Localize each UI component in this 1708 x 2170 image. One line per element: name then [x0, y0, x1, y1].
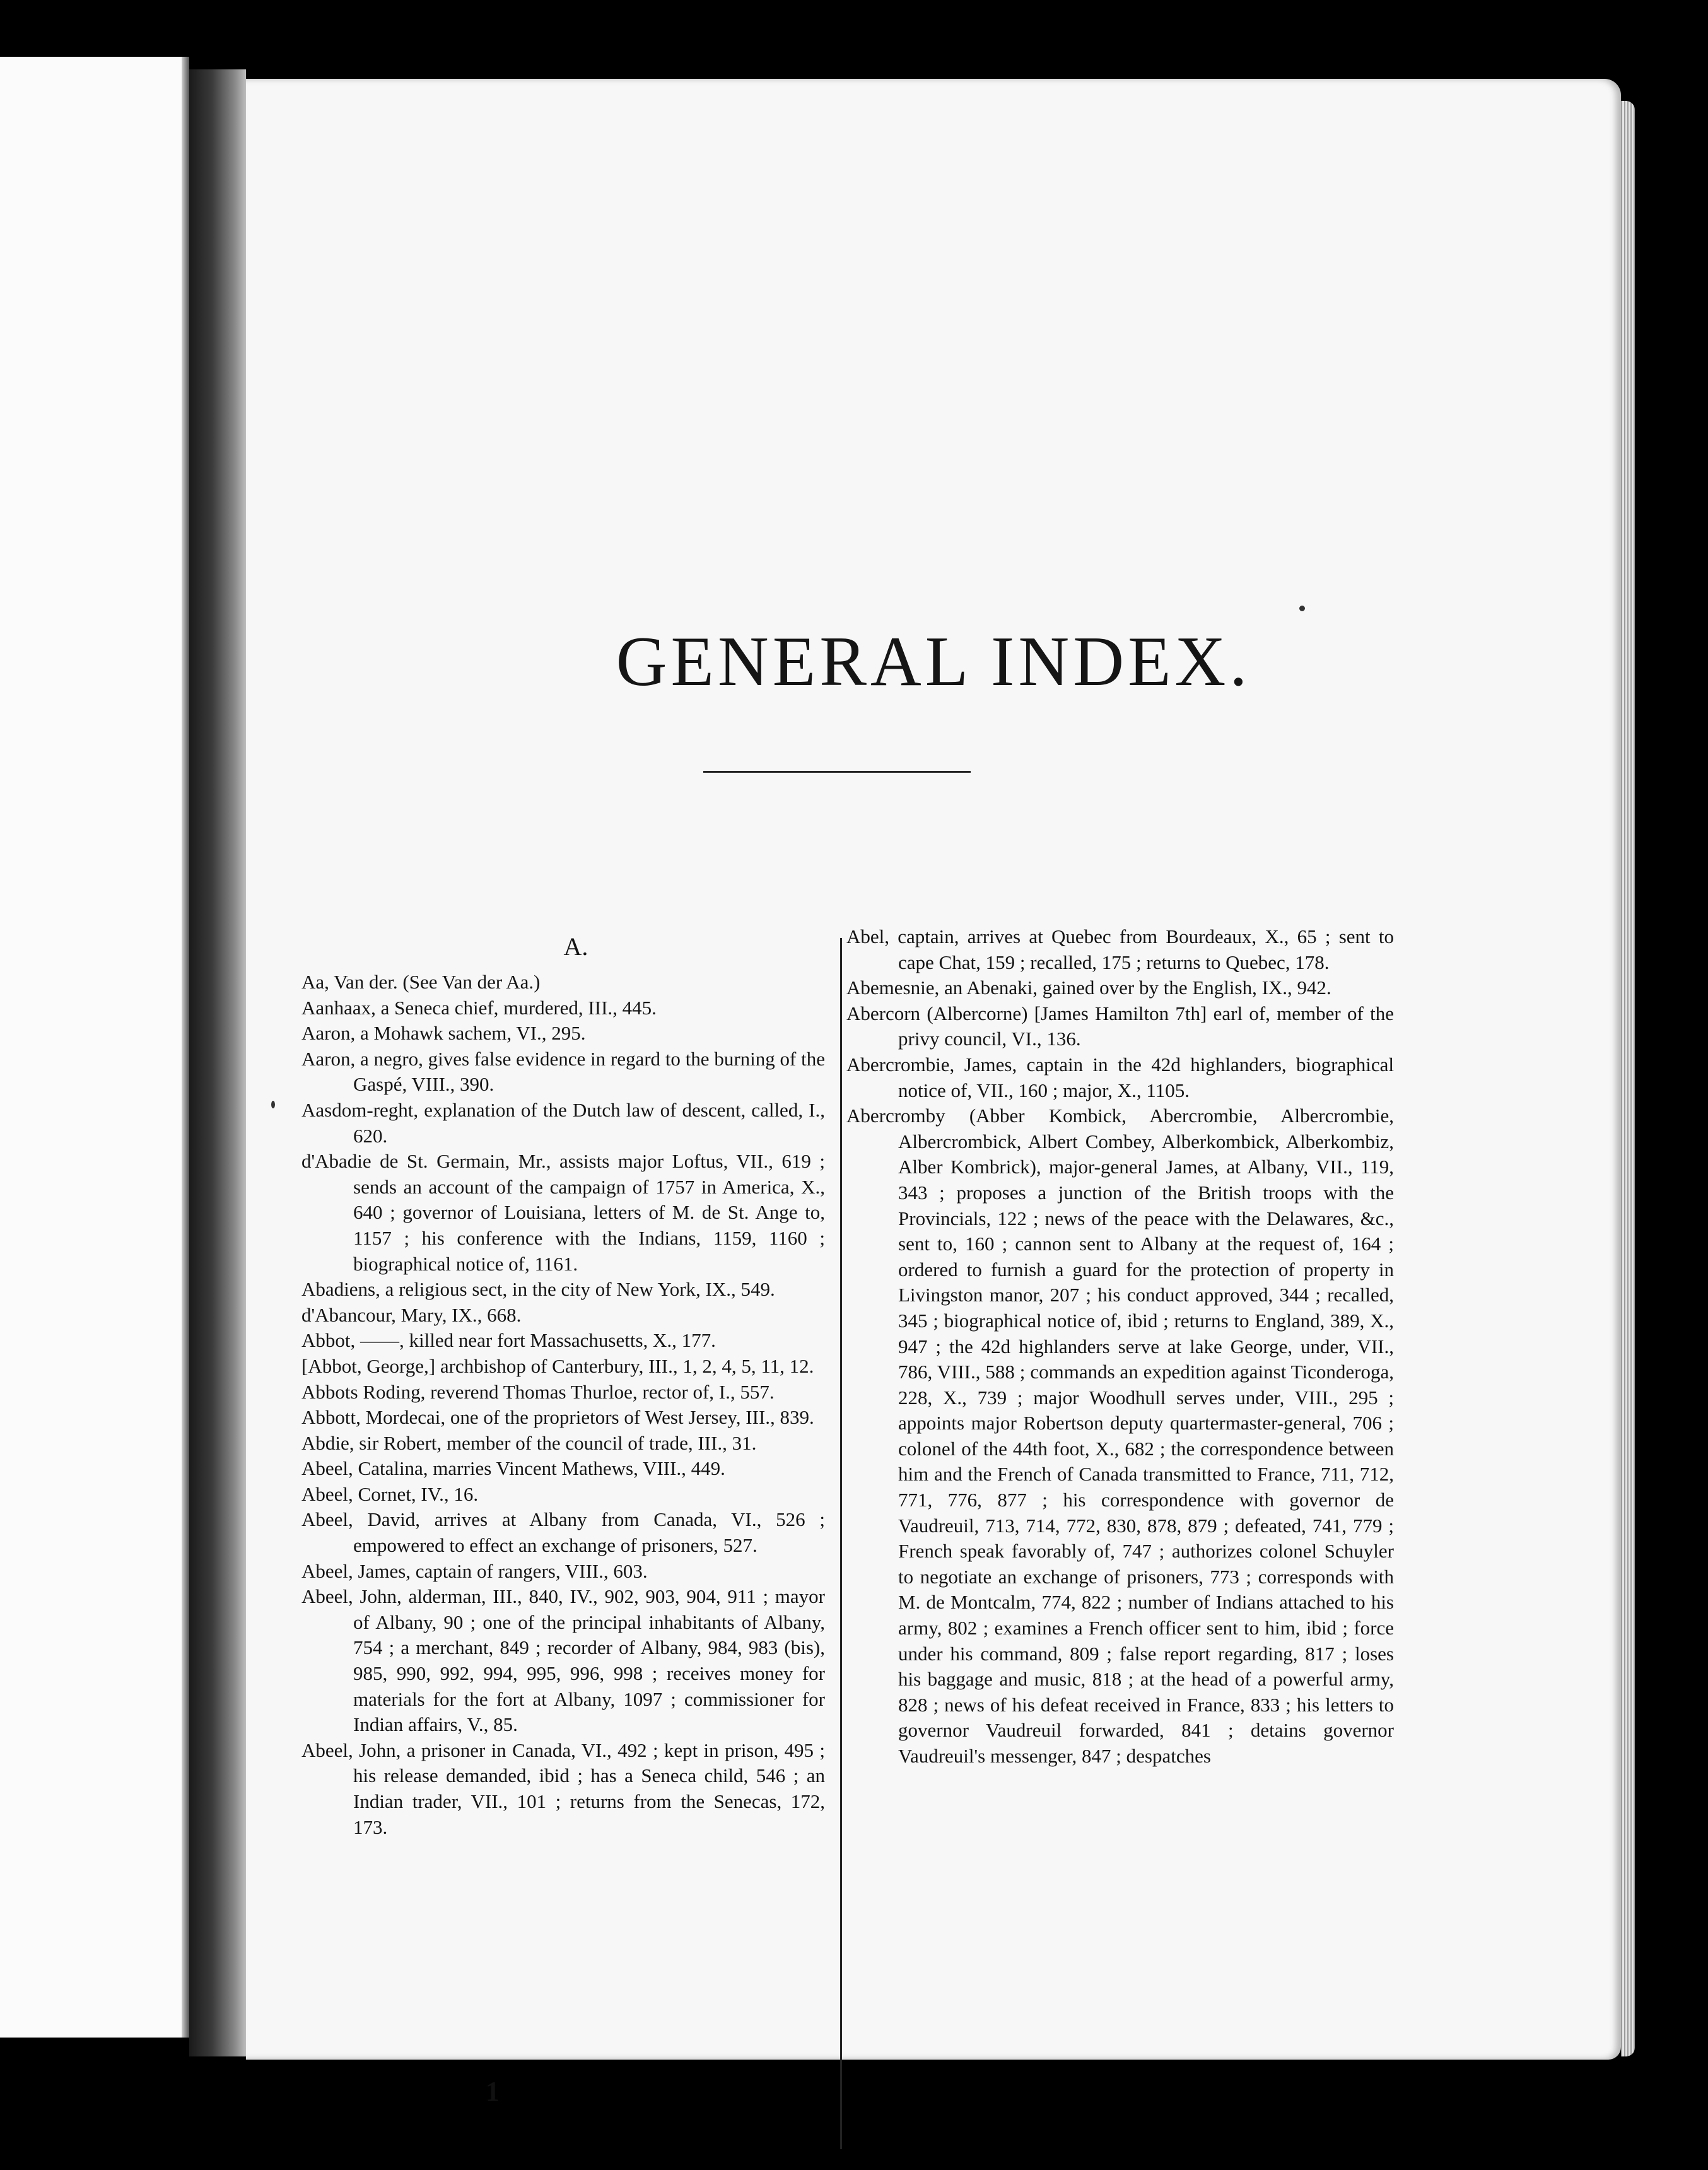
index-entry: Abemesnie, an Abenaki, gained over by the English, IX., 942.	[846, 976, 1331, 999]
index-entry: Abercorn (Albercorne) [James Hamilton 7th] earl of, member of the privy council, VI., 136.	[846, 1002, 1394, 1050]
page-edge	[1621, 101, 1635, 2056]
index-entry: Abeel, John, a prisoner in Canada, VI., 492 ; kept in prison, 495 ; his release demanded, ibid ; has a Seneca child, 546 ; an Indian trader, VII., 101 ; returns from the Senecas, 172, 173.	[301, 1739, 825, 1838]
index-entry: Abeel, Cornet, IV., 16.	[301, 1482, 479, 1505]
index-entry: Abbott, Mordecai, one of the proprietors of West Jersey, III., 839.	[301, 1406, 814, 1429]
scan-speck	[271, 1101, 275, 1108]
index-entry: Abbots Roding, reverend Thomas Thurloe, rector of, I., 557.	[301, 1380, 775, 1403]
index-entry: Abercrombie, James, captain in the 42d highlanders, biographical notice of, VII., 160 ; major, X., 1105.	[846, 1053, 1394, 1101]
index-entry: d'Abadie de St. Germain, Mr., assists major Loftus, VII., 619 ; sends an account of the campaign of 1757 in America, X., 640 ; governor of Louisiana, letters of M. de St. Ange to, 1157 ; his conference with the Indians, 1159, 1160 ; biographical notice of, 1161.	[301, 1150, 825, 1275]
index-entry: [Abbot, George,] archbishop of Canterbury, III., 1, 2, 4, 5, 11, 12.	[301, 1354, 814, 1377]
index-entry: d'Abancour, Mary, IX., 668.	[301, 1303, 522, 1326]
page-number: 1	[486, 2076, 500, 2107]
index-entry: Abeel, John, alderman, III., 840, IV., 902, 903, 904, 911 ; mayor of Albany, 90 ; one of the principal inhabitants of Albany, 754 ; a merchant, 849 ; recorder of Albany, 984, 983 (bis), 985, 990, 992, 994, 995, 996, 998 ; receives money for materials for the fort at Albany, 1097 ; commissioner for Indian affairs, V., 85.	[301, 1585, 825, 1736]
scan-speck	[1299, 606, 1305, 611]
index-entry: Abdie, sir Robert, member of the council of trade, III., 31.	[301, 1431, 757, 1454]
index-entry: Abeel, David, arrives at Albany from Canada, VI., 526 ; empowered to effect an exchange of prisoners, 527.	[301, 1508, 825, 1557]
letter-heading: A.	[563, 932, 588, 961]
index-entry: Abeel, Catalina, marries Vincent Mathews, VIII., 449.	[301, 1457, 725, 1480]
page-title: GENERAL INDEX.	[616, 623, 1251, 701]
index-entry: Abeel, James, captain of rangers, VIII., 603.	[301, 1559, 648, 1582]
index-entry: Aaron, a Mohawk sachem, VI., 295.	[301, 1022, 586, 1045]
book-gutter	[189, 69, 246, 2056]
title-rule	[703, 771, 971, 773]
index-entry: Aasdom-reght, explanation of the Dutch law of descent, called, I., 620.	[301, 1098, 825, 1147]
index-entry: Abadiens, a religious sect, in the city of New York, IX., 549.	[301, 1278, 775, 1301]
index-entry: Abbot, ——, killed near fort Massachusetts, X., 177.	[301, 1329, 716, 1352]
index-entry: Aaron, a negro, gives false evidence in regard to the burning of the Gaspé, VIII., 390.	[301, 1047, 825, 1096]
index-column-left	[301, 924, 825, 1840]
index-entry: Aanhaax, a Seneca chief, murdered, III., 445.	[301, 996, 657, 1019]
index-entry: Abel, captain, arrives at Quebec from Bourdeaux, X., 65 ; sent to cape Chat, 159 ; recalled, 175 ; returns to Quebec, 178.	[846, 925, 1394, 973]
index-page	[246, 79, 1621, 2107]
column-divider	[840, 938, 842, 2149]
index-column-right	[846, 924, 1394, 1769]
index-entry: Abercromby (Abber Kombick, Abercrombie, Albercrombie, Albercrombick, Albert Combey, Alberkombick, Alberkombiz, Alber Kombrick), major-general James, at Albany, VII., 119, 343 ; proposes a junction of the British troops with the Provincials, 122 ; news of the peace with the Delawares, &c., sent to, 160 ; cannon sent to Albany at the request of, 164 ; ordered to furnish a guard for the protection of property in Livingston manor, 207 ; his conduct approved, 344 ; recalled, 345 ; biographical notice of, ibid ; returns to England, 389, X., 947 ; the 42d highlanders serve at lake George, under, VII., 786, VIII., 588 ; commands an expedition against Ticonderoga, 228, X., 739 ; major Woodhull serves under, VIII., 295 ; appoints major Robertson deputy quartermaster-general, 706 ; colonel of the 44th foot, X., 682 ; the correspondence between him and the French of Canada transmitted to France, 711, 712, 771, 776, 877 ; his correspondence with governor de Vaudreuil, 713, 714, 772, 830, 878, 879 ; defeated, 741, 779 ; French speak favorably of, 747 ; authorizes colonel Schuyler to negotiate an exchange of prisoners, 773 ; corresponds with M. de Montcalm, 774, 822 ; number of Indians attached to his army, 802 ; examines a French officer sent to him, ibid ; force under his command, 809 ; false report regarding, 817 ; loses his baggage and music, 818 ; at the head of a powerful army, 828 ; news of his defeat received in France, 833 ; his letters to governor Vaudreuil forwarded, 841 ; detains governor Vaudreuil's messenger, 847 ; despatches	[846, 1105, 1394, 1767]
facing-page	[0, 57, 189, 2038]
index-entry: Aa, Van der. (See Van der Aa.)	[301, 971, 541, 993]
